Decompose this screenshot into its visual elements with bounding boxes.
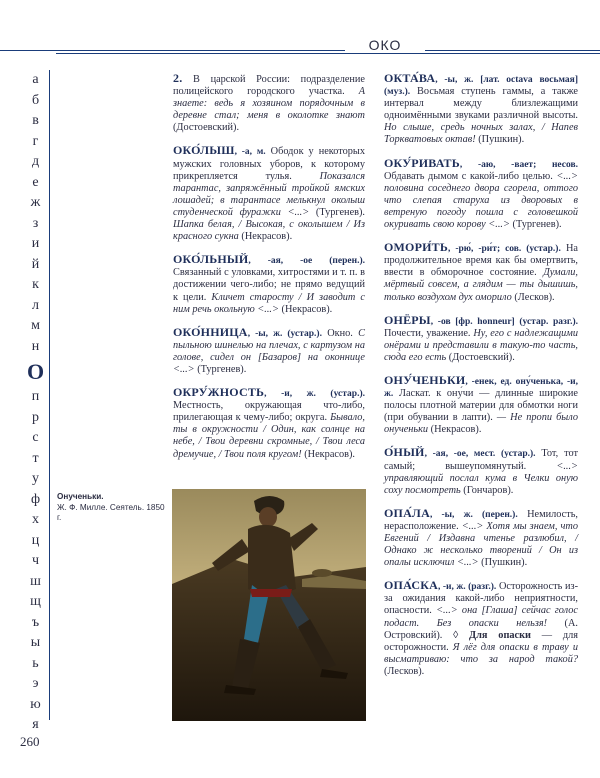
alphabet-letter: п	[31, 389, 40, 404]
alphabet-letter: ю	[30, 696, 41, 712]
dictionary-entry	[384, 374, 578, 436]
alphabet-letter: ь	[32, 655, 39, 671]
alphabet-letter: д	[31, 154, 40, 169]
entry-grammar: , -а, м.	[234, 147, 266, 158]
alphabet-letter: я	[32, 717, 39, 732]
entry-definition: — для осторожности.	[384, 629, 579, 653]
dictionary-entry	[384, 314, 578, 364]
page-number: 260	[20, 734, 40, 749]
entry-source: (Тургенев).	[194, 363, 247, 375]
dictionary-entry	[384, 579, 578, 678]
entry-definition: На продолжительное время как бы омертвить, ввести в обморочное состояние.	[384, 243, 578, 279]
dictionary-entry	[173, 326, 365, 376]
entry-example: Бывало, ты в окружности / Один, как солнце на небе, / Твои деревни скромные, / Твои леса дремучие, / Твои поля кругом!	[173, 412, 365, 460]
alphabet-letter: к	[32, 277, 39, 292]
caption-title: Онученьки.	[57, 492, 104, 501]
entry-headword: ОМОРИ́ТЬ	[384, 240, 448, 255]
entry-definition: Восьмая ступень гаммы, а также интервал между близлежащими одноимёнными звуками различной высоты.	[384, 86, 578, 122]
alphabet-letter: м	[31, 318, 40, 333]
alphabet-letter: ы	[30, 635, 41, 650]
alphabet-letter: л	[32, 297, 39, 313]
alphabet-letter: е	[32, 174, 39, 190]
header-rule	[0, 36, 600, 54]
entry-grammar: , -енек, ед. ону́ченька, -и, ж.	[384, 376, 578, 400]
entry-example: Думали, мёртвый совсем, а глядим — ты дышишь, только воздухом дух оморило	[384, 267, 578, 303]
entry-headword: ОПА́СКА	[384, 578, 438, 593]
alphabet-letter: й	[31, 256, 40, 272]
entry-headword: ОКРУ́ЖНОСТЬ	[173, 385, 265, 400]
dictionary-column-middle	[173, 72, 365, 471]
entry-source: (Тургенев).	[309, 206, 366, 218]
dictionary-entry	[173, 253, 365, 315]
dictionary-entry	[173, 386, 365, 461]
entry-source: (Достоевский).	[446, 351, 515, 363]
entry-grammar: , -аю, -вает; несов.	[459, 159, 578, 170]
alphabet-letter: з	[32, 215, 39, 231]
dictionary-entry	[384, 241, 578, 303]
alphabet-letter: ф	[30, 491, 41, 507]
entry-grammar: , -рю́, -ри́т; сов. (устар.).	[448, 244, 561, 255]
dictionary-entry	[384, 446, 578, 496]
entry-grammar: , -ая, -ое (перен.).	[248, 256, 365, 267]
entry-example: А знаете: ведь я хозяином порядочным в деревне стал; меня в околотке знают	[173, 86, 365, 122]
entry-source: (Лесков).	[511, 291, 555, 303]
entry-grammar: , -ов [фр. honneur] (устар. разг.).	[430, 316, 578, 327]
alphabet-letter: щ	[30, 594, 41, 609]
entry-headword: ОКО́ЛЬНЫЙ	[173, 252, 249, 267]
entry-definition: Осторожность из-за ожидания какой-либо неприятности, опасности.	[384, 581, 578, 617]
entry-definition: Окно.	[321, 327, 359, 339]
alphabet-letter: в	[32, 113, 39, 128]
dictionary-entry	[384, 72, 578, 147]
entry-source: (Лесков).	[384, 665, 425, 677]
entry-source: (А. Островский). ◊	[384, 617, 578, 641]
entry-definition: В царской России: подразделение полицейского городского участка.	[173, 74, 365, 98]
alphabet-letter: с	[32, 430, 39, 445]
alphabet-letter: а	[32, 72, 39, 87]
entry-source: (Некрасов).	[238, 231, 293, 243]
alphabet-index	[22, 70, 50, 732]
alphabet-letter: ж	[30, 195, 41, 210]
entry-definition: Почести, уважение.	[384, 327, 474, 339]
alphabet-letter: х	[32, 512, 39, 527]
dictionary-entry	[173, 144, 365, 243]
alphabet-letter: э	[32, 676, 39, 691]
entry-headword: ОКУ́РИВАТЬ	[384, 155, 460, 170]
alphabet-letter: г	[32, 133, 39, 149]
entry-source: (Некрасов).	[301, 448, 355, 460]
entry-example: <...> управляющий послал кума в Челки оную соху посмотреть	[384, 460, 578, 496]
entry-source: (Тургенев).	[509, 219, 562, 231]
running-head: ОКО	[345, 38, 425, 52]
entry-phrase: Для опаски	[469, 629, 531, 641]
entry-lead: 2.	[173, 71, 183, 85]
entry-example: Показался тарантас, запряжённый тройкой ямских лошадей; в тарантасе мелькнул околыш студенческой фуражки <...>	[173, 170, 365, 218]
entry-source: (Гончаров).	[460, 484, 514, 496]
entry-source: (Пушкин).	[478, 557, 528, 569]
caption-text: Ж. Ф. Милле. Сеятель. 1850 г.	[57, 502, 165, 522]
alphabet-letter: б	[31, 92, 40, 108]
entry-definition: Обдавать дымом с какой-либо целью.	[384, 170, 557, 182]
entry-source: (Достоевский).	[173, 122, 240, 134]
entry-headword: ОНУ́ЧЕНЬКИ	[384, 372, 466, 387]
alphabet-letter: ш	[30, 573, 41, 589]
entry-example: <...> Хотя мы знаем, что Евгений / Издавна чтенье разлюбил, / Однако ж несколько творений / Он из опалы исключил <...>	[384, 520, 578, 569]
entry-headword: ОКТА́ВА	[384, 71, 436, 85]
entry-grammar: , -и, ж. (разг.).	[437, 582, 497, 593]
entry-headword: О́НЫЙ	[384, 445, 425, 460]
painting-sower	[172, 489, 366, 721]
entry-headword: ОПА́ЛА	[384, 505, 430, 520]
alphabet-letter: н	[31, 338, 40, 354]
entry-source: (Некрасов).	[428, 424, 482, 436]
dictionary-entry	[173, 72, 365, 134]
entry-example: Кличет старосту / И заводит с ним речь окольную <...>	[173, 291, 365, 315]
alphabet-letter: т	[32, 450, 39, 466]
alphabet-letter: и	[31, 236, 40, 251]
entry-headword: ОНЁРЫ	[384, 312, 431, 327]
dictionary-entry	[384, 157, 578, 232]
alphabet-letter: ч	[31, 553, 40, 568]
entry-example: <...> она [Глаша] сейчас голос подаст. Без опаски нельзя!	[384, 605, 579, 629]
entry-definition: Немилость, нерасположение.	[384, 508, 578, 532]
entry-example: Ну, его с надлежащими онёрами и представили в такую-то часть, сюда его есть	[384, 327, 578, 363]
entry-headword: ОКО́ЛЫШ	[173, 143, 235, 158]
entry-source: (Некрасов).	[278, 303, 333, 315]
entry-example: Шапка белая, / Высокая, с околышем / Из красного сукна	[173, 219, 365, 243]
alphabet-letter: у	[32, 471, 39, 486]
entry-grammar: , -ы, ж. (перен.).	[429, 509, 518, 520]
alphabet-letter: р	[32, 409, 39, 425]
entry-grammar: , -ы, ж. (устар.).	[247, 328, 322, 339]
entry-example: <...> половина соседнего двора сгорела, оттого что слепая старуха из дворовых в ветреную погоду пошла с головешкой окуривать свою корову <...>	[384, 170, 578, 231]
entry-grammar: , -ы, ж. [лат. octava восьмая] (муз.).	[384, 75, 578, 98]
entry-definition: Ласкат. к ону́чи — длинные широкие полосы плотной материи для обмотки ноги (при обувании в лапти).	[384, 388, 578, 424]
entry-example: Я лёг для опаски в траву и высматриваю: что за народ такой?	[384, 641, 578, 665]
entry-example: Но слыше, средь ночных залах, / Напев Торкватовых октав!	[384, 122, 578, 146]
entry-definition: Связанный с уловками, хитростями и т. п. в достижении чего-либо; не прямо ведущий к цели.	[173, 267, 365, 303]
entry-grammar: , -и, ж. (устар.).	[264, 389, 365, 400]
entry-source: (Пушкин).	[475, 134, 525, 146]
entry-example: — Не пропи было онученьки	[384, 412, 579, 436]
entry-headword: ОКО́ННИЦА	[173, 324, 248, 339]
entry-definition: Тот, тот самый; вышеупомянутый.	[384, 448, 578, 472]
alphabet-letter: ц	[31, 532, 40, 548]
dictionary-column-right	[384, 72, 578, 688]
entry-grammar: , -ая, -ое, мест. (устар.).	[424, 449, 536, 460]
alphabet-letter: О	[26, 359, 45, 384]
entry-definition: Местность, окружающая что-либо, прилегающая к чему-либо; округа.	[173, 400, 365, 424]
entry-example: С пыльною шинелью на плечах, с картузом на голове, сидел он [Базаров] на оконнице <...>	[173, 327, 365, 375]
alphabet-letter: ъ	[31, 614, 40, 630]
dictionary-entry	[384, 507, 578, 569]
illustration-caption	[57, 492, 165, 524]
entry-definition: Ободок у некоторых мужских головных уборов, к которому прикрепляется тулья.	[173, 146, 365, 182]
